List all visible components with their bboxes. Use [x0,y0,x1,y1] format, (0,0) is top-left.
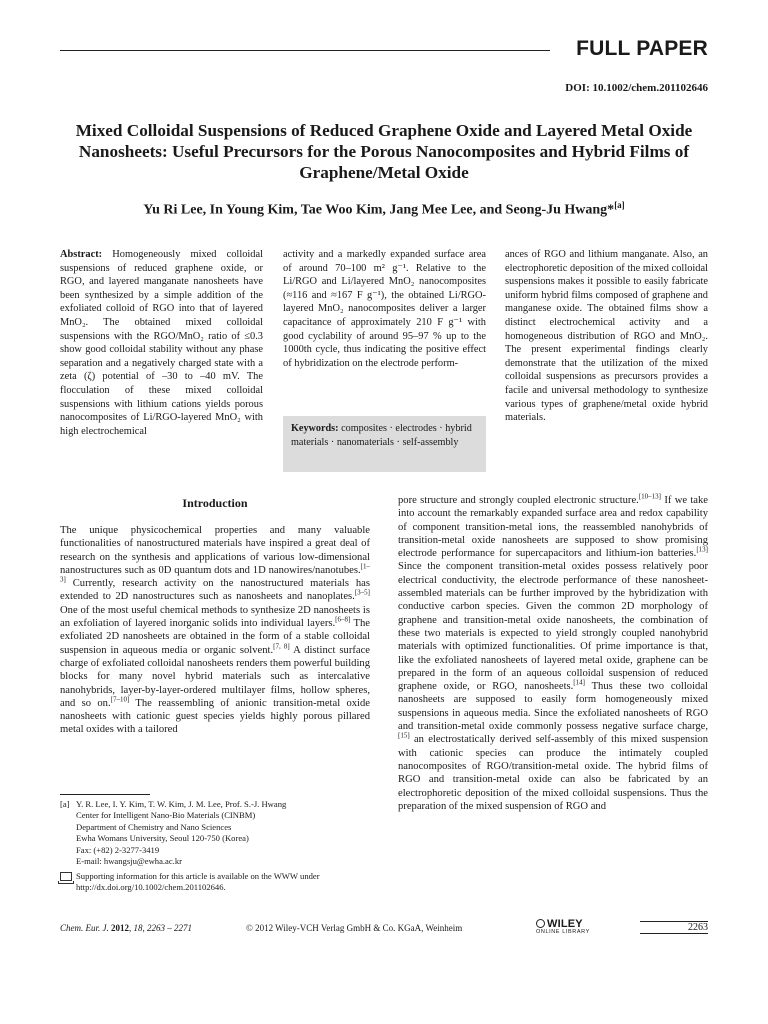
logo-wordmark: WILEY [547,918,583,930]
citation-ref[interactable]: [7, 8] [273,642,290,651]
doi[interactable]: DOI: 10.1002/chem.201102646 [565,82,708,94]
body-text: Currently, research activity on the nanostructured materials has extended to 2D nanostructures such as nanosheets and nanoplates. [60,578,370,603]
wiley-online-library-logo[interactable] [536,918,596,935]
wiley-logo-icon [536,919,545,928]
introduction-column-1 [60,524,370,737]
logo-subtitle: ONLINE LIBRARY [536,929,590,935]
body-text: an electrostatically derived self-assembly of this mixed suspension with cationic species can produce the intimately coupled nanocomposites of RGO/transition-metal oxide. The hybrid films of RGO and transition-metal oxide can also be fabricated by an electrophoretic deposition of the mixed colloidal suspensions. Thus the preparation of the mixed suspension of RGO and [398,734,708,812]
citation-ref[interactable]: [10–13] [638,492,661,501]
citation-ref[interactable]: [1–3] [60,562,370,584]
body-text: Thus these two colloidal nanosheets are supposed to easily form homogeneously mixed suspensions in aqueous media. Since the exfoliated nanosheets of RGO and transition-metal oxide commonly possess negative surface charge, [398,681,708,733]
body-text: pore structure and strongly coupled electronic structure. [398,495,639,506]
body-text: The unique physicochemical properties and many valuable functionalities of nanostructured materials have inspired a great deal of research on the synthesis and applications of various low-dimensional nanostructures such as 0D quantum dots and 1D nanowires/nanotubes. [60,525,370,576]
journal-pages: , 18, 2263 – 2271 [129,923,192,933]
introduction-heading: Introduction [182,496,248,510]
citation-ref[interactable]: [3–5] [354,588,370,597]
citation-ref[interactable]: [7–10] [110,695,130,704]
page-number: 2263 [688,922,708,933]
keywords-label: Keywords: [291,423,339,434]
keywords-text: composites · electrodes · hybrid materials · nanomaterials · self-assembly [291,423,472,448]
body-text: If we take into account the remarkably expanded surface area and redox capability of component transition-metal ions, the reassembled nanohybrids of transition-metal oxide nanosheets are supposed to show promising electrode performance for supercapacitors and lithium-ion batteries. [398,495,709,560]
abstract-column-3: ances of RGO and lithium manganate. Also, an electrophoretic deposition of the mixed colloidal suspensions makes it possible to easily fabricate uniform hybrid films composed of graphene and manganese oxide. The obtained films show a distinct electrochemical activity and a homogeneous distribution of RGO and MnO₂. The present experimental findings clearly demonstrate that the utilization of the mixed colloidal suspensions as precursors provides a facile and universal methodology to synthesize various types of graphene/metal oxide hybrid materials. [505,249,708,424]
abstract-text-1: Homogeneously mixed colloidal suspensions of reduced graphene oxide, or RGO, and layered manganate nanosheets have been synthesized by a simple addition of the exfoliated colloid of RGO into that of layered MnO₂. The obtained mixed colloidal suspensions with the RGO/MnO₂ ratio of ≤0.3 show good colloidal stability without any phase separation and a negatively charged state with a zeta (ζ) potential of –30 to –40 mV. The flocculation of these mixed colloidal suspensions with lithium cations yields porous nanocomposites of Li/RGO-layered MnO₂ with high electrochemical [60,249,263,437]
footnote-rule [60,794,150,795]
footnote-email[interactable]: E-mail: hwangsju@ewha.ac.kr [76,856,182,867]
body-text: The reassembling of anionic transition-metal oxide nanosheets with cationic guest species yields highly porous pillared metal oxides with a tailored [60,697,370,736]
citation-ref[interactable]: [13] [696,545,708,554]
supporting-info-note[interactable]: Supporting information for this article is available on the WWW under http://dx.doi.org/10.1002/chem.201102646. [76,871,320,893]
citation-ref[interactable]: [6–8] [335,615,351,624]
body-text: One of the most useful chemical methods to synthesize 2D nanosheets is an exfoliation of layered inorganic solids into individual layers. [60,604,370,630]
journal-citation [60,923,192,933]
affiliation-footnote [60,799,370,867]
footnote-line: Y. R. Lee, I. Y. Kim, T. W. Kim, J. M. Lee, Prof. S.-J. Hwang [76,799,287,809]
abstract-column-2: activity and a markedly expanded surface area of around 70–100 m² g⁻¹. Relative to the Li/RGO and Li/layered MnO₂ nanocomposites (≈116 and ≈167 F g⁻¹), the obtained Li/RGO-layered MnO₂ nanocomposites deliver a larger capacitance of approximately 210 F g⁻¹ with good cyclability of around 95–97 % up to the 1000th cycle, thus indicating the positive effect of hybridization on the electrode perform- [283,249,486,369]
section-label: FULL PAPER [576,37,708,60]
author-list [60,200,708,219]
footnote-tag: [a] [60,799,70,809]
header-rule [60,50,550,51]
introduction-column-2 [398,494,708,813]
journal-name: Chem. Eur. J. [60,923,109,933]
body-text: A distinct surface charge of exfoliated colloidal nanosheets renders them powerful building blocks for many novel hybrid materials such as intercalative nanohybrids, layer-by-layer-ordered multilayer films, hollow spheres, and so on. [60,644,370,709]
affiliation-mark: [a] [614,200,625,210]
author-names: Yu Ri Lee, In Young Kim, Tae Woo Kim, Jang Mee Lee, and Seong-Ju Hwang* [143,202,615,218]
footnote-line: Fax: (+82) 2-3277-3419 [76,844,160,855]
copyright: © 2012 Wiley-VCH Verlag GmbH & Co. KGaA, Weinheim [246,923,463,933]
body-text: The exfoliated 2D nanosheets are obtained in the form of a stable colloidal suspension in aqueous media or organic solvent. [60,618,370,656]
footnote-line: Ewha Womans University, Seoul 120-750 (Korea) [76,833,249,844]
citation-ref[interactable]: [15] [398,731,410,740]
keywords [291,422,481,449]
abstract-label: Abstract: [60,249,103,260]
paper-title: Mixed Colloidal Suspensions of Reduced Graphene Oxide and Layered Metal Oxide Nanosheets: Useful Precursors for the Porous Nanocomposites and Hybrid Films of Graphene/Metal Oxide [75,121,693,182]
journal-year: 2012 [111,923,129,933]
body-text: Since the component transition-metal oxides possess relatively poor electrical conductivity, the electrode performance of these nanosheet-assembled materials can be further improved by the hybridization with conductive carbon species. Given the common 2D morphology of graphene and transition-metal oxide nanosheets, the combination of these two materials is expected to yield strongly coupled nanohybrid materials with optimized functionalities. Of prime importance is that, like the exfoliated nanosheets of layered metal oxide, graphene can be prepared in the form of an aqueous colloidal suspension of reduced graphene oxide, or RGO, nanosheets. [398,561,708,693]
citation-ref[interactable]: [14] [573,678,585,687]
footnote-line: Center for Intelligent Nano-Bio Materials (CINBM) [76,810,256,821]
footnote-line: Department of Chemistry and Nano Sciences [76,821,232,832]
abstract-column-1 [60,248,263,438]
page-number-rule-bottom [640,933,708,934]
